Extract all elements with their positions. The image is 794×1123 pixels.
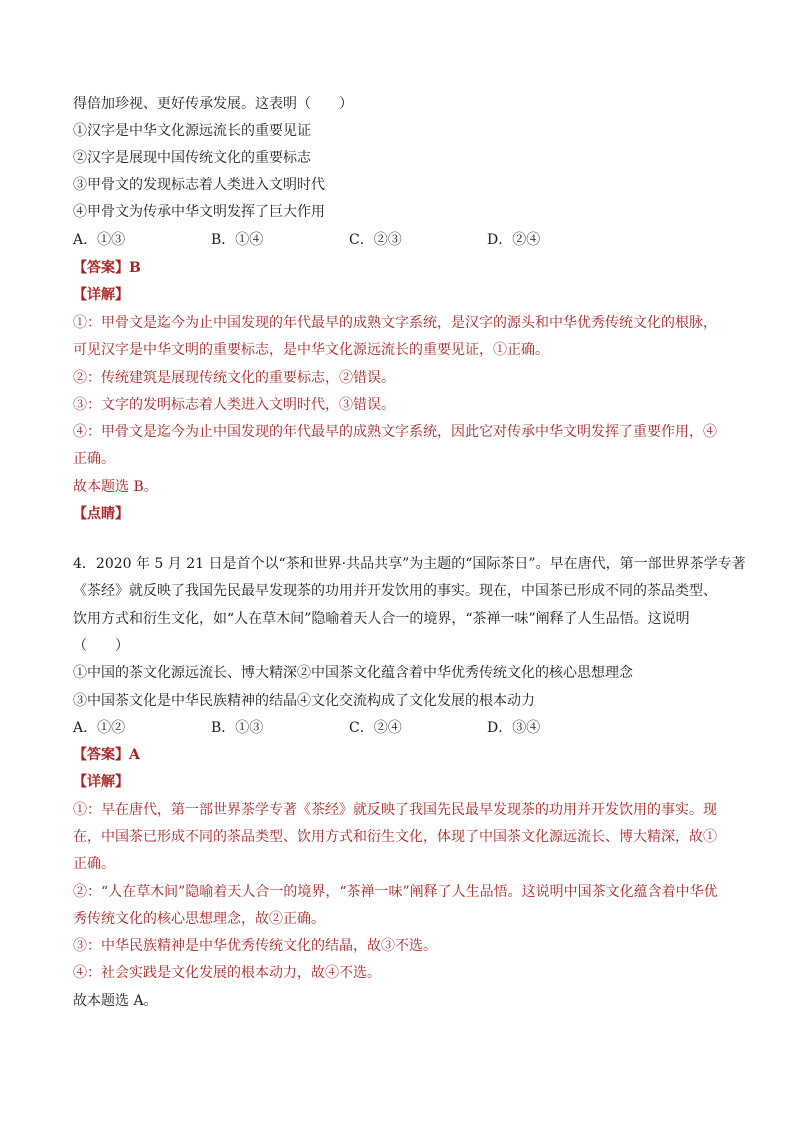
q4-analysis-3: 正确。: [73, 856, 115, 872]
q3-detail-label: 【详解】: [73, 287, 129, 303]
q4-analysis-2: 在，中国茶已形成不同的茶品类型、饮用方式和衍生文化，体现了中国茶文化源远流长、博大精深，故①: [73, 829, 717, 845]
q3-option-c: C．②③: [349, 232, 402, 248]
q3-statement-4: ④甲骨文为传承中华文明发挥了巨大作用: [73, 204, 325, 220]
q4-stem-2: 《茶经》就反映了我国先民最早发现茶的功用并开发饮用的事实。现在，中国茶已形成不同的茶品类型、: [73, 583, 717, 599]
q4-options: [73, 719, 726, 737]
q4-detail-label: 【详解】: [73, 774, 129, 790]
q3-answer: 【答案】B: [73, 260, 141, 276]
q4-analysis-1: ①：早在唐代，第一部世界茶学专著《茶经》就反映了我国先民最早发现茶的功用并开发饮用的事实。现: [73, 802, 717, 818]
q4-answer: 【答案】A: [73, 747, 140, 763]
q4-option-c: C．②④: [349, 720, 402, 736]
q3-statement-3: ③甲骨文的发现标志着人类进入文明时代: [73, 177, 325, 193]
q4-option-b: B．①③: [211, 720, 264, 736]
q4-stem-1: 4．2020 年 5 月 21 日是首个以“茶和世界·共品共享”为主题的“国际茶日”。早在唐代，第一部世界茶学专著: [73, 556, 746, 572]
q3-conclusion: 故本题选 B。: [73, 479, 158, 495]
q3-tip-label: 【点睛】: [73, 506, 129, 522]
q3-analysis-6: 正确。: [73, 451, 115, 467]
q3-statement-1: ①汉字是中华文化源远流长的重要见证: [73, 123, 311, 139]
q4-statement-1: ①中国的茶文化源远流长、博大精深②中国茶文化蕴含着中华优秀传统文化的核心思想理念: [73, 665, 633, 681]
q4-analysis-5: 秀传统文化的核心思想理念，故②正确。: [73, 911, 325, 927]
q4-option-a: A．①②: [73, 720, 126, 736]
q3-option-b: B．①④: [211, 232, 264, 248]
q3-option-d: D．②④: [487, 232, 541, 248]
q3-options: [73, 231, 726, 249]
q3-analysis-1: ①：甲骨文是迄今为止中国发现的年代最早的成熟文字系统，是汉字的源头和中华优秀传统文化的根脉，: [73, 315, 717, 331]
q4-option-d: D．③④: [487, 720, 541, 736]
q3-analysis-2: 可见汉字是中华文明的重要标志，是中华文化源远流长的重要见证，①正确。: [73, 342, 549, 358]
q3-analysis-3: ②：传统建筑是展现传统文化的重要标志，②错误。: [73, 370, 395, 386]
q4-stem-4: （ ）: [73, 638, 129, 654]
q3-analysis-5: ④：甲骨文是迄今为止中国发现的年代最早的成熟文字系统，因此它对传承中华文明发挥了重要作用，④: [73, 424, 717, 440]
q4-statement-2: ③中国茶文化是中华民族精神的结晶④文化交流构成了文化发展的根本动力: [73, 693, 535, 709]
q4-conclusion: 故本题选 A。: [73, 993, 158, 1009]
q3-statement-2: ②汉字是展现中国传统文化的重要标志: [73, 150, 311, 166]
q4-analysis-7: ④：社会实践是文化发展的根本动力，故④不选。: [73, 965, 381, 981]
q3-stem-tail: 得倍加珍视、更好传承发展。这表明（ ）: [73, 96, 353, 112]
q4-analysis-4: ②：“人在草木间”隐喻着天人合一的境界，“茶禅一味”阐释了人生品悟。这说明中国茶文化蕴含着中华优: [73, 884, 718, 900]
q4-stem-3: 饮用方式和衍生文化，如“人在草木间”隐喻着天人合一的境界，“茶禅一味”阐释了人生品悟。这说明: [73, 611, 690, 627]
q3-option-a: A．①③: [73, 232, 126, 248]
q4-analysis-6: ③：中华民族精神是中华优秀传统文化的结晶，故③不选。: [73, 938, 437, 954]
q3-analysis-4: ③：文字的发明标志着人类进入文明时代，③错误。: [73, 397, 395, 413]
